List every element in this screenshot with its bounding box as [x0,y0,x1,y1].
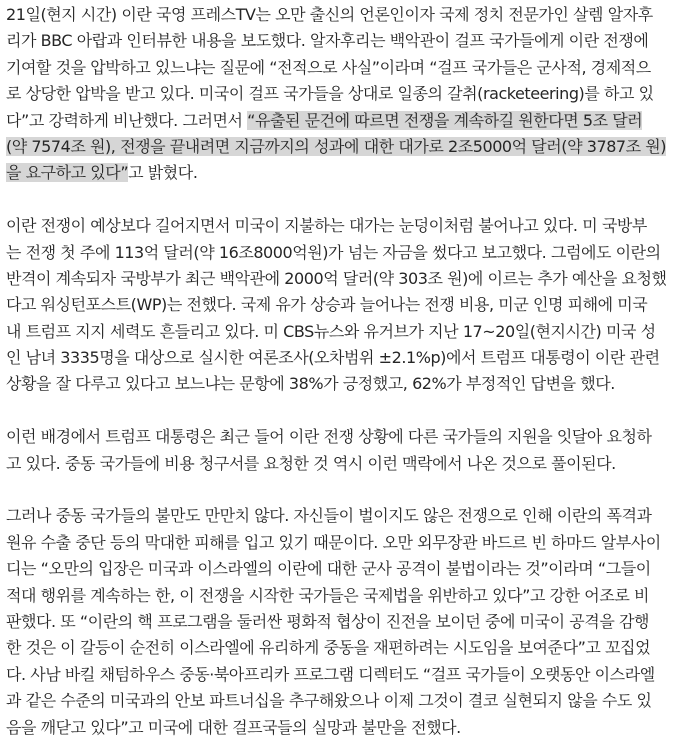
text-segment: 로 상당한 압박을 받고 있다. 미국이 걸프 국가들을 상대로 일종의 갈취(racketeering)를 하고 있 [6,84,654,104]
text-segment: 다고 워싱턴포스트(WP)는 전했다. 국제 유가 상승과 늘어나는 전쟁 비용, 미군 인명 피해에 미국 [6,295,648,315]
paragraph-line [6,134,676,160]
paragraph-line [6,28,676,54]
text-segment: 인 남녀 3335명을 대상으로 실시한 여론조사(오차범위 ±2.1%p)에서 트럼프 대통령이 이란 관련 [6,348,660,368]
paragraph-line [6,266,676,292]
text-segment: 적대 행위를 계속하는 한, 이 전쟁을 시작한 국가들은 국제법을 위반하고 있다”고 강한 어조로 비 [6,585,649,605]
text-segment: 고 있다. 중동 국가들에 비용 청구서를 요청한 것 역시 이런 맥락에서 나온 것으로 풀이된다. [6,453,616,473]
paragraph-line [6,530,676,556]
text-segment: 기여할 것을 압박하고 있느냐는 질문에 “전적으로 사실”이라며 “걸프 국가들은 군사적, 경제적으 [6,57,651,77]
text-segment: 음을 깨닫고 있다”고 미국에 대한 걸프국들의 실망과 불만을 전했다. [6,717,461,737]
paragraph-line [6,108,676,134]
text-segment: 21일(현지 시간) 이란 국영 프레스TV는 오만 출신의 언론인이자 국제 정치 전문가인 살렘 알자후 [6,5,653,24]
text-segment: 그러나 중동 국가들의 불만도 만만치 않다. 자신들이 벌이지도 않은 전쟁으로 인해 이란의 폭격과 [6,506,652,526]
paragraph-line [6,688,676,714]
text-segment: 다”고 강력하게 비난했다. 그러면서 [6,110,248,130]
text-segment: 다. 사남 바킬 채텀하우스 중동·북아프리카 프로그램 디렉터도 “걸프 국가들이 오랫동안 이스라엘 [6,664,655,684]
paragraph-line [6,662,676,688]
text-segment: 상황을 잘 다루고 있다고 보느냐는 문항에 38%가 긍정했고, 62%가 부정적인 답변을 했다. [6,374,615,394]
article-paragraph [6,503,676,741]
text-segment: 리가 BBC 아랍과 인터뷰한 내용을 보도했다. 알자후리는 백악관이 걸프 국가들에게 이란 전쟁에 [6,31,649,51]
text-segment: 이란 전쟁이 예상보다 길어지면서 미국이 지불하는 대가는 눈덩이처럼 불어나고 있다. 미 국방부 [6,216,647,236]
paragraph-line [6,451,676,477]
paragraph-line [6,609,676,635]
highlighted-quote: (약 7574조 원), 전쟁을 끝내려면 지금까지의 성과에 대한 대가로 2조5000억 달러(약 3787조 원) [6,136,667,156]
text-segment: 원유 수출 중단 등의 막대한 피해를 입고 있기 때문이다. 오만 외무장관 바드르 빈 하마드 알부사이 [6,532,661,552]
text-segment: 이런 배경에서 트럼프 대통령은 최근 들어 이란 전쟁 상황에 다른 국가들의 지원을 잇달아 요청하 [6,427,652,447]
text-segment: 반격이 계속되자 국방부가 최근 백악관에 2000억 달러(약 303조 원)에 이르는 추가 예산을 요청했 [6,268,667,288]
paragraph-line [6,292,676,318]
paragraph-line [6,556,676,582]
highlighted-quote: 을 요구하고 있다” [6,163,129,183]
text-segment: 한 것은 이 갈등이 순전히 이스라엘에 유리하게 중동을 재편하려는 시도임을 보여준다”고 꼬집었 [6,638,651,658]
paragraph-line [6,715,676,741]
paragraph-line [6,583,676,609]
paragraph-line [6,160,676,186]
paragraph-line [6,55,676,81]
paragraph-line [6,424,676,450]
text-segment: 과 같은 수준의 미국과의 안보 파트너십을 추구해왔으나 이제 그것이 결코 실현되지 않을 수도 있 [6,691,652,711]
paragraph-line [6,81,676,107]
paragraph-line [6,240,676,266]
article-paragraph [6,2,676,187]
article-paragraph [6,213,676,398]
paragraph-line [6,213,676,239]
text-segment: 는 전쟁 첫 주에 113억 달러(약 16조8000억원)가 넘는 자금을 썼다고 보고했다. 그럼에도 이란의 [6,242,661,262]
paragraph-line [6,345,676,371]
paragraph-line [6,371,676,397]
paragraph-line [6,319,676,345]
highlighted-quote: “유출된 문건에 따르면 전쟁을 계속하길 원한다면 5조 달러 [247,110,643,130]
paragraph-line [6,635,676,661]
text-segment: 디는 “오만의 입장은 미국과 이스라엘의 이란에 대한 군사 공격이 불법이라는 것”이라며 “그들이 [6,559,651,579]
text-segment: 내 트럼프 지지 세력도 흔들리고 있다. 미 CBS뉴스와 유거브가 지난 17~20일(현지시간) 미국 성 [6,321,656,341]
paragraph-line [6,503,676,529]
text-segment: 판했다. 또 “이란의 핵 프로그램을 둘러싼 평화적 협상이 진전을 보이던 중에 미국이 공격을 감행 [6,611,649,631]
text-segment: 고 밝혔다. [128,163,198,183]
article-paragraph [6,424,676,477]
paragraph-line [6,2,676,28]
